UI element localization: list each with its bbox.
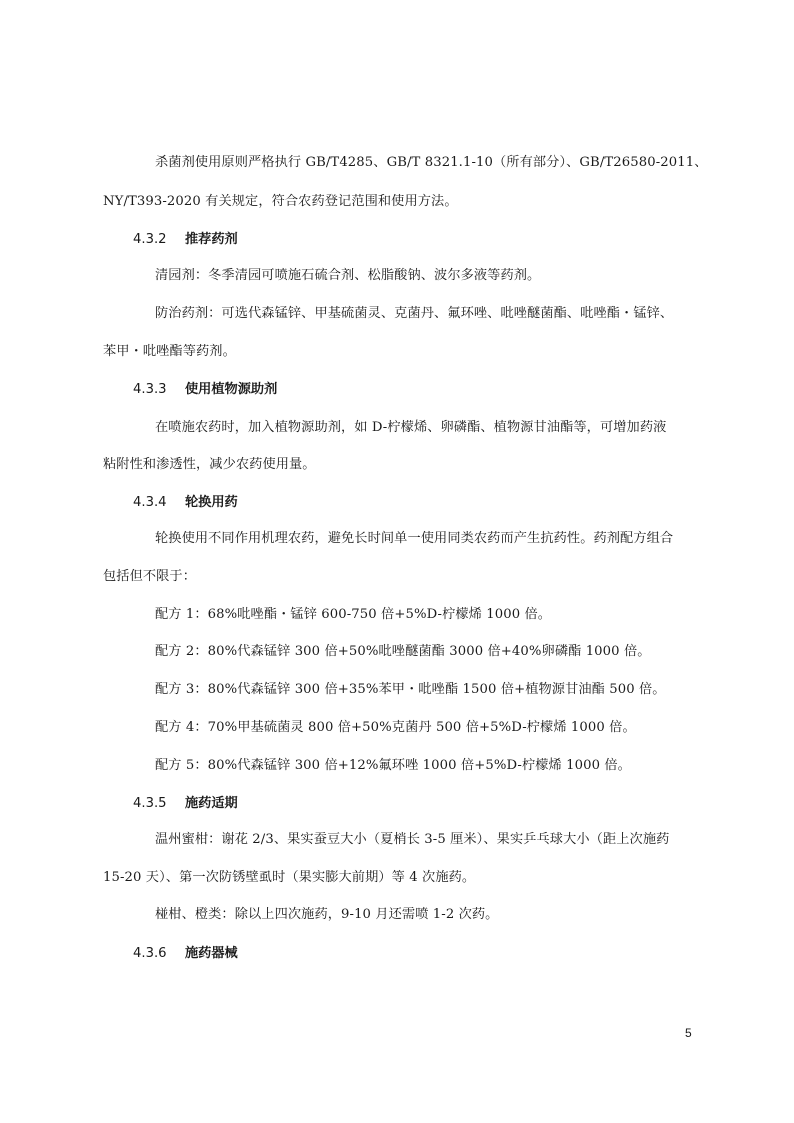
section-title: 轮换用药 (185, 495, 238, 510)
section-heading-4-3-5 (133, 795, 238, 813)
formula-5: 配方 5：80%代森锰锌 300 倍+12%氟环唑 1000 倍+5%D-柠檬烯 1000 倍。 (155, 758, 631, 773)
paragraph-principle-line1: 杀菌剂使用原则严格执行 GB/T4285、GB/T 8321.1-10（所有部分）、GB/T26580-2011、 (155, 155, 708, 170)
formula-2: 配方 2：80%代森锰锌 300 倍+50%吡唑醚菌酯 3000 倍+40%卵磷酯 1000 倍。 (155, 644, 651, 659)
section-number: 4.3.4 (133, 495, 167, 510)
page-number: 5 (685, 1026, 692, 1040)
formula-4: 配方 4：70%甲基硫菌灵 800 倍+50%克菌丹 500 倍+5%D-柠檬烯 1000 倍。 (155, 720, 636, 735)
section-number: 4.3.2 (133, 232, 167, 247)
section-title: 施药适期 (185, 796, 238, 811)
section-number: 4.3.5 (133, 796, 167, 811)
paragraph-clearing-agent: 清园剂：冬季清园可喷施石硫合剂、松脂酸钠、波尔多液等药剂。 (155, 268, 541, 283)
section-title: 使用植物源助剂 (185, 382, 278, 397)
section-number: 4.3.6 (133, 946, 167, 961)
paragraph-adjuvant-line2: 粘附性和渗透性，减少农药使用量。 (103, 457, 316, 472)
section-heading-4-3-4 (133, 494, 238, 512)
formula-1: 配方 1：68%吡唑酯・锰锌 600-750 倍+5%D-柠檬烯 1000 倍。 (155, 607, 552, 622)
paragraph-rotation-line1: 轮换使用不同作用机理农药，避免长时间单一使用同类农药而产生抗药性。药剂配方组合 (155, 531, 674, 546)
section-number: 4.3.3 (133, 382, 167, 397)
paragraph-adjuvant-line1: 在喷施农药时，加入植物源助剂，如 D-柠檬烯、卵磷酯、植物源甘油酯等，可增加药液 (155, 420, 667, 435)
section-heading-4-3-3 (133, 381, 277, 399)
paragraph-control-agents-line1: 防治药剂：可选代森锰锌、甲基硫菌灵、克菌丹、氟环唑、吡唑醚菌酯、吡唑酯・锰锌、 (155, 306, 674, 321)
paragraph-rotation-line2: 包括但不限于： (103, 569, 197, 584)
paragraph-ponkan-orange: 椪柑、橙类：除以上四次施药，9-10 月还需喷 1-2 次药。 (155, 907, 499, 922)
section-heading-4-3-6 (133, 945, 238, 963)
paragraph-principle-line2: NY/T393-2020 有关规定，符合农药登记范围和使用方法。 (103, 194, 458, 209)
paragraph-timing-line1: 温州蜜柑：谢花 2/3、果实蚕豆大小（夏梢长 3-5 厘米）、果实乒乓球大小（距上次施药 (155, 832, 670, 847)
section-heading-4-3-2 (133, 231, 238, 249)
formula-3: 配方 3：80%代森锰锌 300 倍+35%苯甲・吡唑酯 1500 倍+植物源甘油酯 500 倍。 (155, 682, 666, 697)
paragraph-control-agents-line2: 苯甲・吡唑酯等药剂。 (103, 344, 236, 359)
paragraph-timing-line2: 15-20 天）、第一次防锈壁虱时（果实膨大前期）等 4 次施药。 (103, 870, 476, 885)
section-title: 施药器械 (185, 946, 238, 961)
section-title: 推荐药剂 (185, 232, 238, 247)
